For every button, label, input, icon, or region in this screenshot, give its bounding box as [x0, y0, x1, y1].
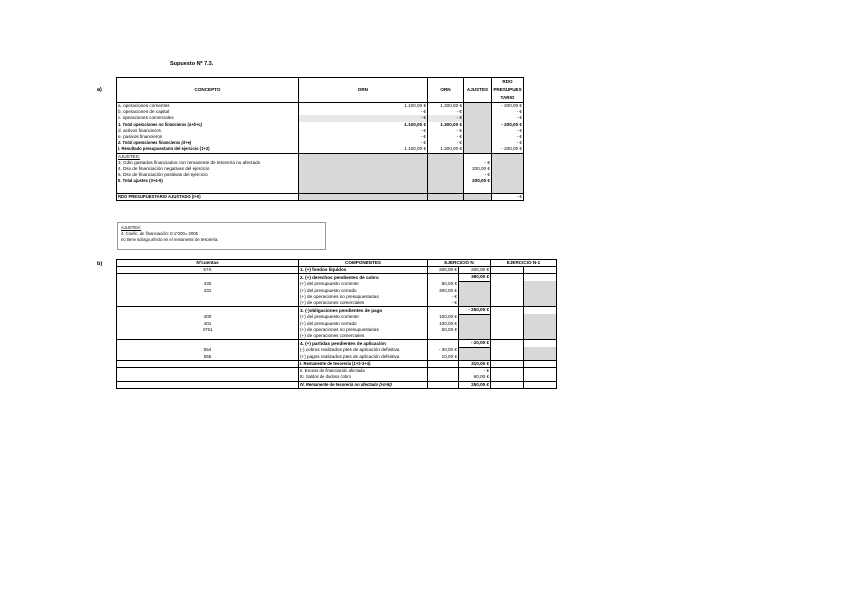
note-title: AJUSTES: — [121, 225, 142, 230]
row-value-n — [428, 333, 459, 340]
row-value-n — [428, 274, 459, 281]
row-cuenta — [117, 333, 299, 340]
row-value-n: 10,00 € — [428, 354, 459, 361]
table-row — [117, 281, 557, 288]
document-title: Supuesto Nº 7.3. — [170, 61, 214, 67]
row-componente: II. Exceso de financiación afectada — [299, 368, 428, 375]
row-orn: - € — [428, 109, 464, 115]
row-componente: (+) pagos realizados ptes de aplicación definitiva — [299, 354, 428, 361]
row-componente: (+) del presupuesto corriente — [299, 281, 428, 288]
table-row — [117, 146, 524, 153]
row-total-n: - 250,00 € — [459, 307, 491, 314]
table-row — [117, 103, 524, 110]
header-drn: DRN — [299, 78, 428, 103]
row-componente: (+) de operaciones comerciales — [299, 300, 428, 307]
row-rdo: - 200,00 € — [492, 103, 524, 110]
row-drn: - € — [299, 109, 428, 115]
row-componente: (+) del presupuesto cerrado — [299, 321, 428, 327]
row-ajustes — [464, 103, 492, 110]
row-total-n — [459, 333, 491, 340]
row-value-n — [428, 361, 459, 368]
row-orn: - € — [428, 140, 464, 146]
row-value-n: 50,00 € — [428, 327, 459, 333]
row-rdo: - 200,00 € — [492, 146, 524, 153]
table-row — [117, 354, 557, 361]
row-componente: (-) cobros realizados ptes de aplicación definitiva — [299, 347, 428, 354]
row-rdo: - € — [492, 128, 524, 134]
table-row — [117, 274, 557, 281]
row-cuenta — [117, 340, 299, 347]
row-componente: (+) del presupuesto corriente — [299, 314, 428, 321]
row-componente: 4. (+) partidas pendientes de aplicación — [299, 340, 428, 347]
row-concepto: a. operaciones corrientes — [117, 103, 299, 110]
row-concepto: 5. Dsv de financiación positivas del ejercicio — [117, 172, 299, 178]
row-value-n: 300,00 € — [428, 288, 459, 294]
row-rdo: - € — [492, 115, 524, 121]
row-componente: (+) del presupuesto cerrado — [299, 288, 428, 294]
table-row — [117, 368, 557, 375]
row-total-n — [459, 300, 491, 307]
row-componente: 2. (+) derechos pendientes de cobro — [299, 274, 428, 281]
budget-result-table — [116, 77, 524, 201]
row-value-n: - 30,00 € — [428, 347, 459, 354]
table-row — [117, 381, 557, 388]
row-total-n: - € — [459, 368, 491, 375]
header-rdo: RDO PRESUPUES TARIO — [492, 78, 524, 103]
row-drn: 1.100,00 € — [299, 122, 428, 128]
row-ajustes: - € — [464, 160, 492, 166]
row-orn: 1.300,00 € — [428, 146, 464, 153]
row-drn: 1.100,00 € — [299, 103, 428, 110]
table-row — [117, 340, 557, 347]
row-drn: - € — [299, 128, 428, 134]
row-rdo: - € — [492, 140, 524, 146]
row-componente: (+) de operaciones comerciales — [299, 333, 428, 340]
row-orn: - € — [428, 115, 464, 121]
row-componente: 1. (+) fondos líquidos — [299, 267, 428, 274]
table-b-header — [117, 260, 557, 267]
row-concepto: e. pasivos financieros — [117, 134, 299, 140]
row-cuenta — [117, 307, 299, 314]
row-total-n: 380,00 € — [459, 274, 491, 281]
row-orn: - € — [428, 134, 464, 140]
row-ajustes: 200,00 € — [464, 166, 492, 172]
section-b-label: b) — [97, 261, 103, 267]
header-ajustes: AJUSTES — [464, 78, 492, 103]
row-concepto: 1. Total operaciones no financieras (a+b+c) — [117, 122, 299, 128]
row-cuenta: 4751 — [117, 327, 299, 333]
row-total-n: - 20,00 € — [459, 340, 491, 347]
row-drn: - € — [299, 134, 428, 140]
row-total-n: 250,00 € — [459, 381, 491, 388]
row-rdo: - € — [492, 134, 524, 140]
table-row — [117, 307, 557, 314]
row-rdo: - € — [492, 109, 524, 115]
row-rdo: - 200,00 € — [492, 122, 524, 128]
row-drn: - € — [299, 115, 428, 121]
row-cuenta: 430 — [117, 281, 299, 288]
table-row — [117, 193, 524, 200]
row-value-n: 100,00 € — [428, 314, 459, 321]
row-cuenta: 400 — [117, 314, 299, 321]
row-value-n — [428, 381, 459, 388]
ajustes-note — [117, 222, 326, 250]
row-concepto: 2. Total operaciones financieras (d+e) — [117, 140, 299, 146]
row-value-n — [428, 374, 459, 381]
row-cuenta — [117, 300, 299, 307]
table-row — [117, 333, 557, 340]
row-cuenta: 401 — [117, 321, 299, 327]
table-a-header — [117, 78, 524, 103]
row-total-n — [459, 347, 491, 354]
header-concepto: CONCEPTO — [117, 78, 299, 103]
section-a-label: a) — [97, 87, 102, 93]
row-total-n — [459, 314, 491, 321]
row-total-n: 60,00 € — [459, 374, 491, 381]
row-concepto: 4. Dsv de financiación negativas del ejercicio — [117, 166, 299, 172]
row-concepto: I. Resultado presupuestario del ejercicio (1+2) — [117, 146, 299, 153]
row-ajustes: - € — [464, 172, 492, 178]
row-ajustes: 200,00 € — [464, 178, 492, 184]
header-ejercicio-n1: EJERCICIO N-1 — [491, 260, 557, 267]
row-total-n — [459, 281, 491, 288]
row-orn: 1.300,00 € — [428, 122, 464, 128]
row-componente: (+) de operaciones no presupuestarias — [299, 327, 428, 333]
table-row — [117, 300, 557, 307]
row-concepto: d. activos financieros — [117, 128, 299, 134]
table-row — [117, 347, 557, 354]
row-value-n — [428, 307, 459, 314]
row-value-n: - € — [428, 300, 459, 307]
row-cuenta — [117, 274, 299, 281]
row-concepto: b. operaciones de capital — [117, 109, 299, 115]
row-cuenta: 431 — [117, 288, 299, 294]
row-drn: 1.100,00 € — [299, 146, 428, 153]
row-cuenta: 57X — [117, 267, 299, 274]
row-concepto: c. operaciones comerciales — [117, 115, 299, 121]
row-total-n: 200,00 € — [459, 267, 491, 274]
row-ajustes — [464, 146, 492, 153]
row-value-n: 80,00 € — [428, 281, 459, 288]
note-line: 4. Coefic. de financiación: 0-1*200=-200€ — [121, 231, 198, 236]
table-row — [117, 185, 524, 194]
header-componentes: COMPONENTES — [299, 260, 428, 267]
table-row — [117, 374, 557, 381]
row-drn: - € — [299, 140, 428, 146]
row-total-n: 310,00 € — [459, 361, 491, 368]
table-row — [117, 153, 524, 160]
row-value-n — [428, 368, 459, 375]
row-componente: (+) de operaciones no presupuestarias — [299, 294, 428, 300]
row-concepto: 3. Cdto gastados financiados con remanente de tesorería no afectado — [117, 160, 299, 166]
row-value-n: - € — [428, 294, 459, 300]
table-row — [117, 267, 557, 274]
row-rdo: - € — [492, 193, 524, 200]
table-row — [117, 314, 557, 321]
row-total-n — [459, 354, 491, 361]
header-cuentas: Nºcuentas — [117, 260, 299, 267]
row-componente: III. Saldos de dudoso cobro — [299, 374, 428, 381]
header-orn: ORN — [428, 78, 464, 103]
row-concepto: RDO PRESUPUESTARIO AJUSTADO (I+II) — [117, 193, 299, 200]
ajustes-label: AJUSTES: — [117, 153, 299, 160]
row-cuenta: 554 — [117, 347, 299, 354]
row-value-n: 200,00 € — [428, 267, 459, 274]
row-orn: - € — [428, 128, 464, 134]
header-ejercicio-n: EJERCICIO N — [428, 260, 491, 267]
row-value-n: 100,00 € — [428, 321, 459, 327]
row-cuenta: 555 — [117, 354, 299, 361]
row-orn: 1.300,00 € — [428, 103, 464, 110]
row-componente: IV. Remanente de tesorería no afectado (I-II-III) — [299, 381, 428, 388]
row-componente: I. Remanente de tesorería (1+2-3+4) — [299, 361, 428, 368]
note-line: no tiene sobrga afecto en el remanente de tesorería. — [121, 237, 219, 242]
row-value-n — [428, 340, 459, 347]
row-concepto: II. Total ajustes (3+4-5) — [117, 178, 299, 184]
remanente-tesoreria-table — [116, 259, 557, 389]
row-componente: 3. (-)obligaciones pendientes de pago — [299, 307, 428, 314]
table-row — [117, 361, 557, 368]
